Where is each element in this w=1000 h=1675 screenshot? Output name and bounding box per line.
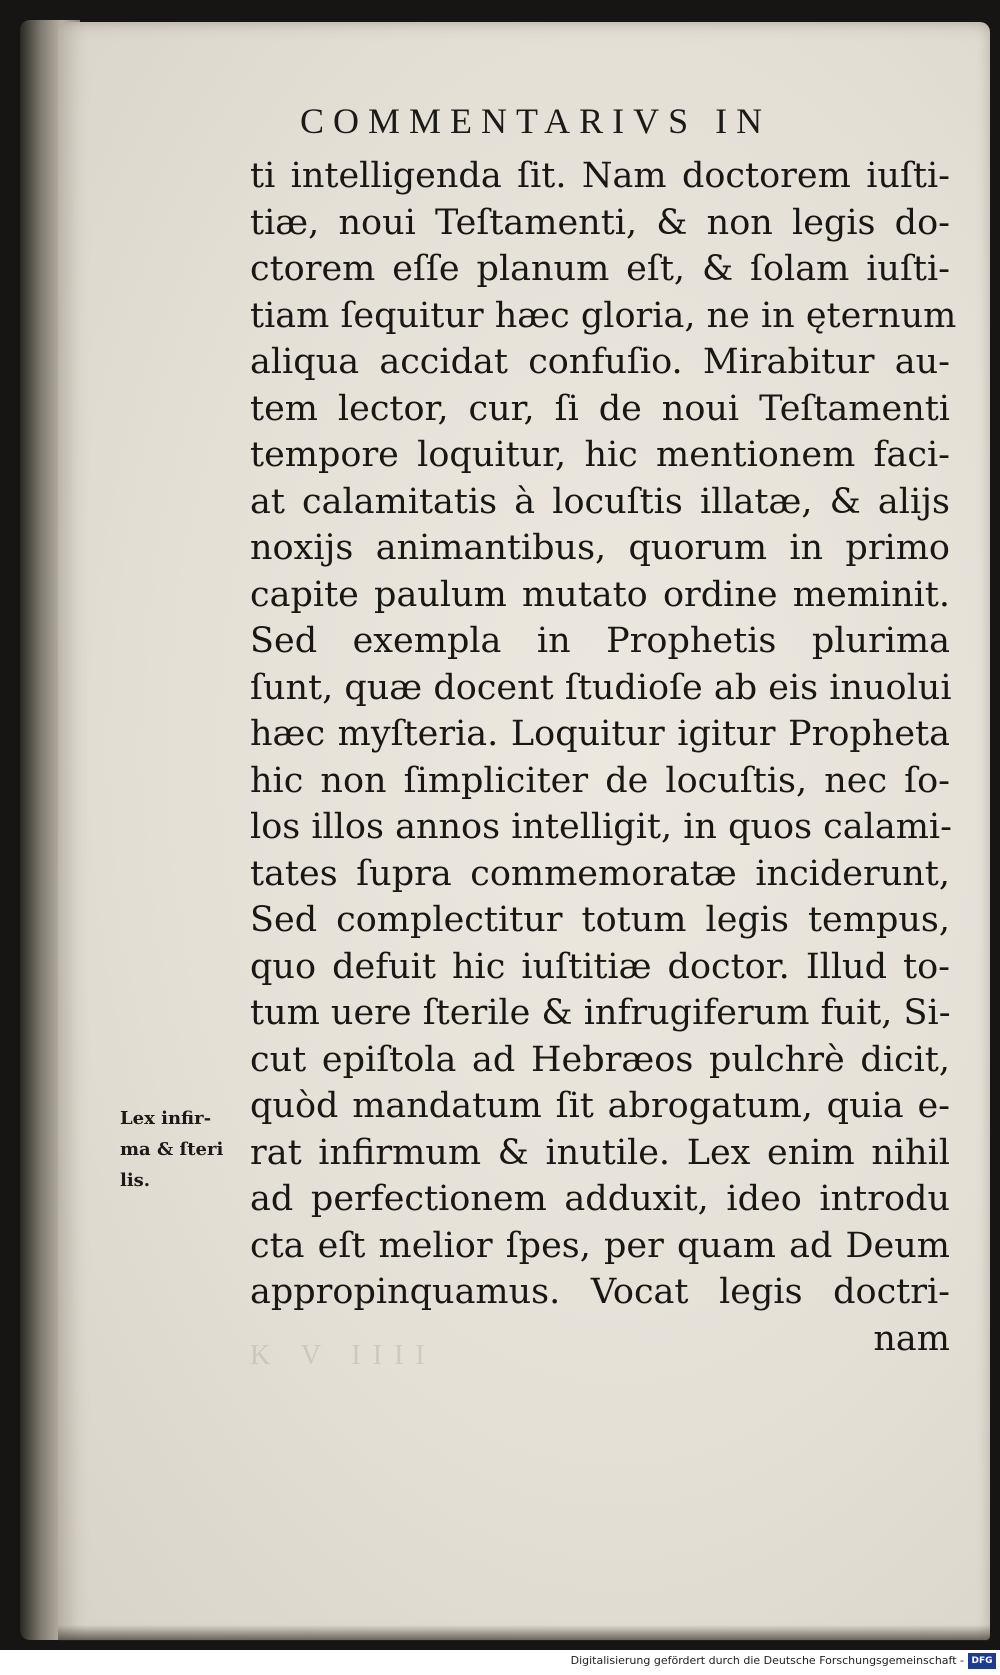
catchword: nam (873, 1318, 950, 1359)
text-line: quòd mandatum ſit abrogatum, quia e- (250, 1086, 950, 1126)
text-line: tempore loquitur, hic mentionem faci- (250, 435, 950, 475)
marginal-note (120, 1103, 250, 1196)
footer-credit: Digitalisierung gefördert durch die Deutsche Forschungsgemeinschaft - (570, 1654, 964, 1667)
text-line: ſunt, quæ docent ſtudioſe ab eis inuolui (250, 667, 952, 708)
text-line: tiæ, noui Teſtamenti, & non legis do- (250, 202, 950, 243)
bleed-through-text: K V IIII (250, 1340, 437, 1371)
text-line: rat infirmum & inutile. Lex enim nihil (250, 1132, 950, 1173)
text-line: los illos annos intelligit, in quos calami- (250, 807, 952, 847)
text-line: quo defuit hic iuſtitiæ doctor. Illud to- (250, 946, 950, 987)
text-line: hæc myſteria. Loquitur igitur Propheta (250, 714, 950, 754)
dfg-logo: DFG (968, 1653, 996, 1669)
text-line: tiam ſequitur hæc gloria, ne in ęternum (250, 295, 957, 336)
text-line: at calamitatis à locuſtis illatæ, & alijs (250, 481, 950, 522)
text-line: tum uere ſterile & infrugiferum fuit, Si- (250, 993, 951, 1033)
text-line: aliqua accidat confuſio. Mirabitur au- (250, 342, 950, 382)
text-line: ti intelligenda ſit. Nam doctorem iuſti- (250, 156, 950, 196)
marginal-note-line: Lex infir- (120, 1108, 212, 1129)
digitization-footer (0, 1650, 1000, 1675)
text-line: Sed exempla in Prophetis plurima (250, 621, 950, 661)
running-head: COMMENTARIVS IN (300, 101, 772, 141)
text-line: cta eſt melior ſpes, per quam ad Deum (250, 1225, 950, 1266)
text-line: cut epiſtola ad Hebræos pulchrè dicit, (250, 1039, 950, 1080)
text-line: appropinquamus. Vocat legis doctri- (250, 1272, 950, 1312)
text-line: ad perfectionem adduxit, ideo introdu (250, 1179, 950, 1219)
marginal-note-line: lis. (120, 1170, 151, 1191)
text-line: hic non ſimpliciter de locuſtis, nec ſo- (250, 760, 950, 801)
text-line: tem lector, cur, ſi de noui Teſtamenti (250, 388, 950, 429)
body-text (250, 153, 957, 1362)
text-line: tates ſupra commemoratæ inciderunt, (250, 853, 950, 894)
text-line: Sed complectitur totum legis tempus, (250, 900, 950, 940)
marginal-note-line: ma & ſteri (120, 1139, 224, 1160)
text-line: noxijs animantibus, quorum in primo (250, 528, 950, 568)
text-line: ctorem eſſe planum eſt, & ſolam iuſti- (250, 249, 950, 289)
text-line: capite paulum mutato ordine meminit. (250, 574, 950, 615)
page-bottom-shadow (58, 1625, 990, 1641)
